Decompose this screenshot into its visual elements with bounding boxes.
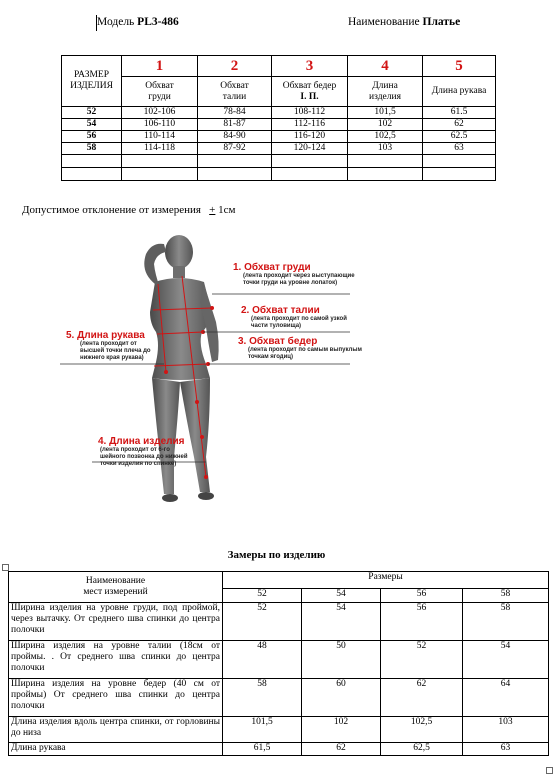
callout-sleeve: 5. Длина рукава (лента проходит от высшей точки плеча до нижнего края рукава): [66, 330, 151, 361]
callout-length: 4. Длина изделия (лента проходит от 6-го шейного позвонка до нижней точки изделия по спинке): [98, 436, 188, 467]
value-cell: 116-120: [272, 131, 348, 143]
model-label: Модель: [97, 16, 135, 28]
measure-value: 61,5: [223, 743, 302, 756]
product-name-line: [348, 16, 460, 28]
column-number: 1: [122, 56, 198, 77]
model-line: [97, 16, 179, 28]
table-move-handle[interactable]: [2, 564, 9, 571]
measure-value: 56: [381, 603, 463, 641]
model-value: PL3-486: [137, 16, 179, 28]
value-cell: 84-90: [198, 131, 272, 143]
tolerance-note: Допустимое отклонение от измерения + 1см: [22, 204, 236, 216]
value-cell: 112-116: [272, 119, 348, 131]
measure-value: 102: [302, 717, 381, 743]
figure-foot: [162, 494, 178, 502]
value-cell: 102-106: [122, 107, 198, 119]
value-cell: 114-118: [122, 143, 198, 155]
size-cell: 58: [62, 143, 122, 155]
value-cell: 120-124: [272, 143, 348, 155]
measure-value: 60: [302, 679, 381, 717]
figure-head: [165, 235, 193, 269]
value-cell: 87-92: [198, 143, 272, 155]
name-label: Наименование: [348, 16, 420, 28]
measure-value: 103: [463, 717, 549, 743]
sizes-header: Размеры: [223, 572, 549, 589]
value-cell: 61.5: [423, 107, 496, 119]
column-number: 5: [423, 56, 496, 77]
size-col: 54: [302, 589, 381, 603]
measure-value: 50: [302, 641, 381, 679]
measure-value: 102,5: [381, 717, 463, 743]
column-number: 3: [272, 56, 348, 77]
measure-value: 52: [381, 641, 463, 679]
figure-neck: [173, 266, 185, 278]
figure-foot: [198, 492, 214, 500]
column-number: 4: [348, 56, 423, 77]
measure-name: Ширина изделия на уровне груди, под проймой, через вытачку. От среднего шва спинки до центра полочки: [9, 603, 223, 641]
measure-name: Длина рукава: [9, 743, 223, 756]
table-resize-handle[interactable]: [546, 767, 553, 774]
column-header: Длина изделия: [348, 77, 423, 107]
measure-value: 54: [463, 641, 549, 679]
value-cell: 102: [348, 119, 423, 131]
size-col: 58: [463, 589, 549, 603]
measure-value: 62,5: [381, 743, 463, 756]
empty-row: [62, 155, 496, 168]
measure-value: 52: [223, 603, 302, 641]
measurements-title: Замеры по изделию: [227, 549, 326, 561]
callout-waist: 2. Обхват талии (лента проходит по самой узкой части туловища): [241, 305, 347, 329]
measure-name: Ширина изделия на уровне талии (18см от проймы. . От среднего шва спинки до центра полочки: [9, 641, 223, 679]
measure-value: 48: [223, 641, 302, 679]
value-cell: 101,5: [348, 107, 423, 119]
size-chart-table: [61, 55, 496, 181]
value-cell: 110-114: [122, 131, 198, 143]
measure-value: 58: [463, 603, 549, 641]
callout-hips: 3. Обхват бедер (лента проходит по самым выпуклым точкам ягодиц): [238, 336, 362, 360]
value-cell: 78-84: [198, 107, 272, 119]
size-cell: 54: [62, 119, 122, 131]
callout-chest: 1. Обхват груди (лента проходит через выступающие точки груди на уровне лопаток): [233, 262, 355, 286]
measure-value: 62: [381, 679, 463, 717]
column-header: Обхват талии: [198, 77, 272, 107]
measure-value: 63: [463, 743, 549, 756]
measure-value: 64: [463, 679, 549, 717]
measure-name: Ширина изделия на уровне бедер (40 см от проймы) От среднего шва спинки до центра полочки: [9, 679, 223, 717]
column-header: Обхват бедер I. П.: [272, 77, 348, 107]
measure-value: 54: [302, 603, 381, 641]
name-header: Наименование мест измерений: [9, 572, 223, 603]
value-cell: 103: [348, 143, 423, 155]
name-value: Платье: [422, 16, 461, 28]
measurements-table: [8, 571, 549, 756]
column-number: 2: [198, 56, 272, 77]
size-col: 52: [223, 589, 302, 603]
value-cell: 108-112: [272, 107, 348, 119]
value-cell: 102,5: [348, 131, 423, 143]
measure-value: 101,5: [223, 717, 302, 743]
value-cell: 63: [423, 143, 496, 155]
size-header: РАЗМЕР ИЗДЕЛИЯ: [62, 56, 122, 107]
empty-row: [62, 168, 496, 181]
value-cell: 106-110: [122, 119, 198, 131]
size-col: 56: [381, 589, 463, 603]
size-cell: 52: [62, 107, 122, 119]
column-header: Длина рукава: [423, 77, 496, 107]
size-cell: 56: [62, 131, 122, 143]
measure-value: 62: [302, 743, 381, 756]
column-header: Обхват груди: [122, 77, 198, 107]
value-cell: 62: [423, 119, 496, 131]
value-cell: 81-87: [198, 119, 272, 131]
measure-value: 58: [223, 679, 302, 717]
value-cell: 62.5: [423, 131, 496, 143]
measure-name: Длина изделия вдоль центра спинки, от горловины до низа: [9, 717, 223, 743]
